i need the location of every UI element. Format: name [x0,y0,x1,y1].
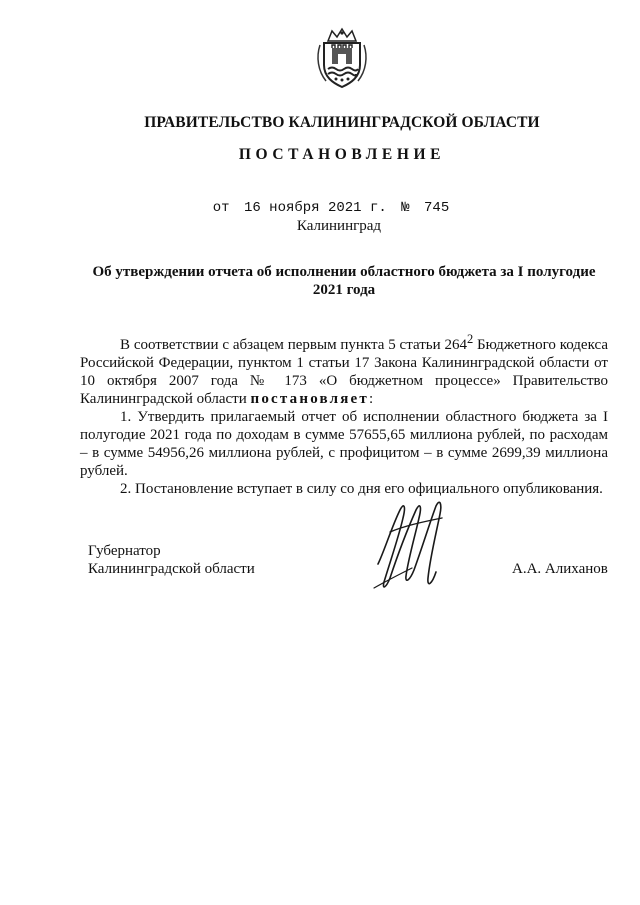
article-superscript: 2 [466,332,474,346]
resolves-keyword: постановляет [250,391,369,407]
preamble-text-1: В соответствии с абзацем первым пункта 5 статьи 264 [120,337,467,353]
coat-of-arms-icon [314,27,370,89]
signer-name: А.А. Алиханов [512,561,608,577]
preamble-text-2: Бюджетного кодекса Российской Федерации, пунктом 1 статьи 17 Закона Калининградской области от 10 октября 2007 года № 173 «О бюджетном процессе» Правительство Калининградской области [80,337,609,407]
preamble-paragraph [80,330,608,408]
subject-line-2: 2021 года [312,282,376,298]
number-sign: № [401,200,410,216]
date-line [0,200,640,216]
signer-role [88,542,255,578]
signer-role-line-1: Губернатор [88,543,161,559]
signer-role-line-2: Калининградской области [88,561,255,577]
government-title: ПРАВИТЕЛЬСТВО КАЛИНИНГРАДСКОЙ ОБЛАСТИ [144,114,540,131]
item-1-paragraph: 1. Утвердить прилагаемый отчет об исполнении областного бюджета за I полугодие 2021 года по доходам в сумме 57655,65 миллиона рублей, по расходам – в сумме 54956,26 миллиона рублей, с профицитом – в сумме 2699,39 миллиона рублей. [80,409,608,479]
document-date: 16 ноября 2021 г. [243,200,387,216]
handwritten-signature [370,492,450,600]
preamble-colon: : [368,391,374,407]
item-2-paragraph: 2. Постановление вступает в силу со дня его официального опубликования. [120,481,603,497]
document-type: ПОСТАНОВЛЕНИЕ [238,146,446,163]
document-body [80,330,608,498]
subject-line-1: Об утверждении отчета об исполнении областного бюджета за I полугодие [92,264,596,280]
city: Калининград [296,218,382,234]
date-prefix: от [212,200,230,216]
document-subject [80,263,608,299]
document-number: 745 [424,200,450,216]
